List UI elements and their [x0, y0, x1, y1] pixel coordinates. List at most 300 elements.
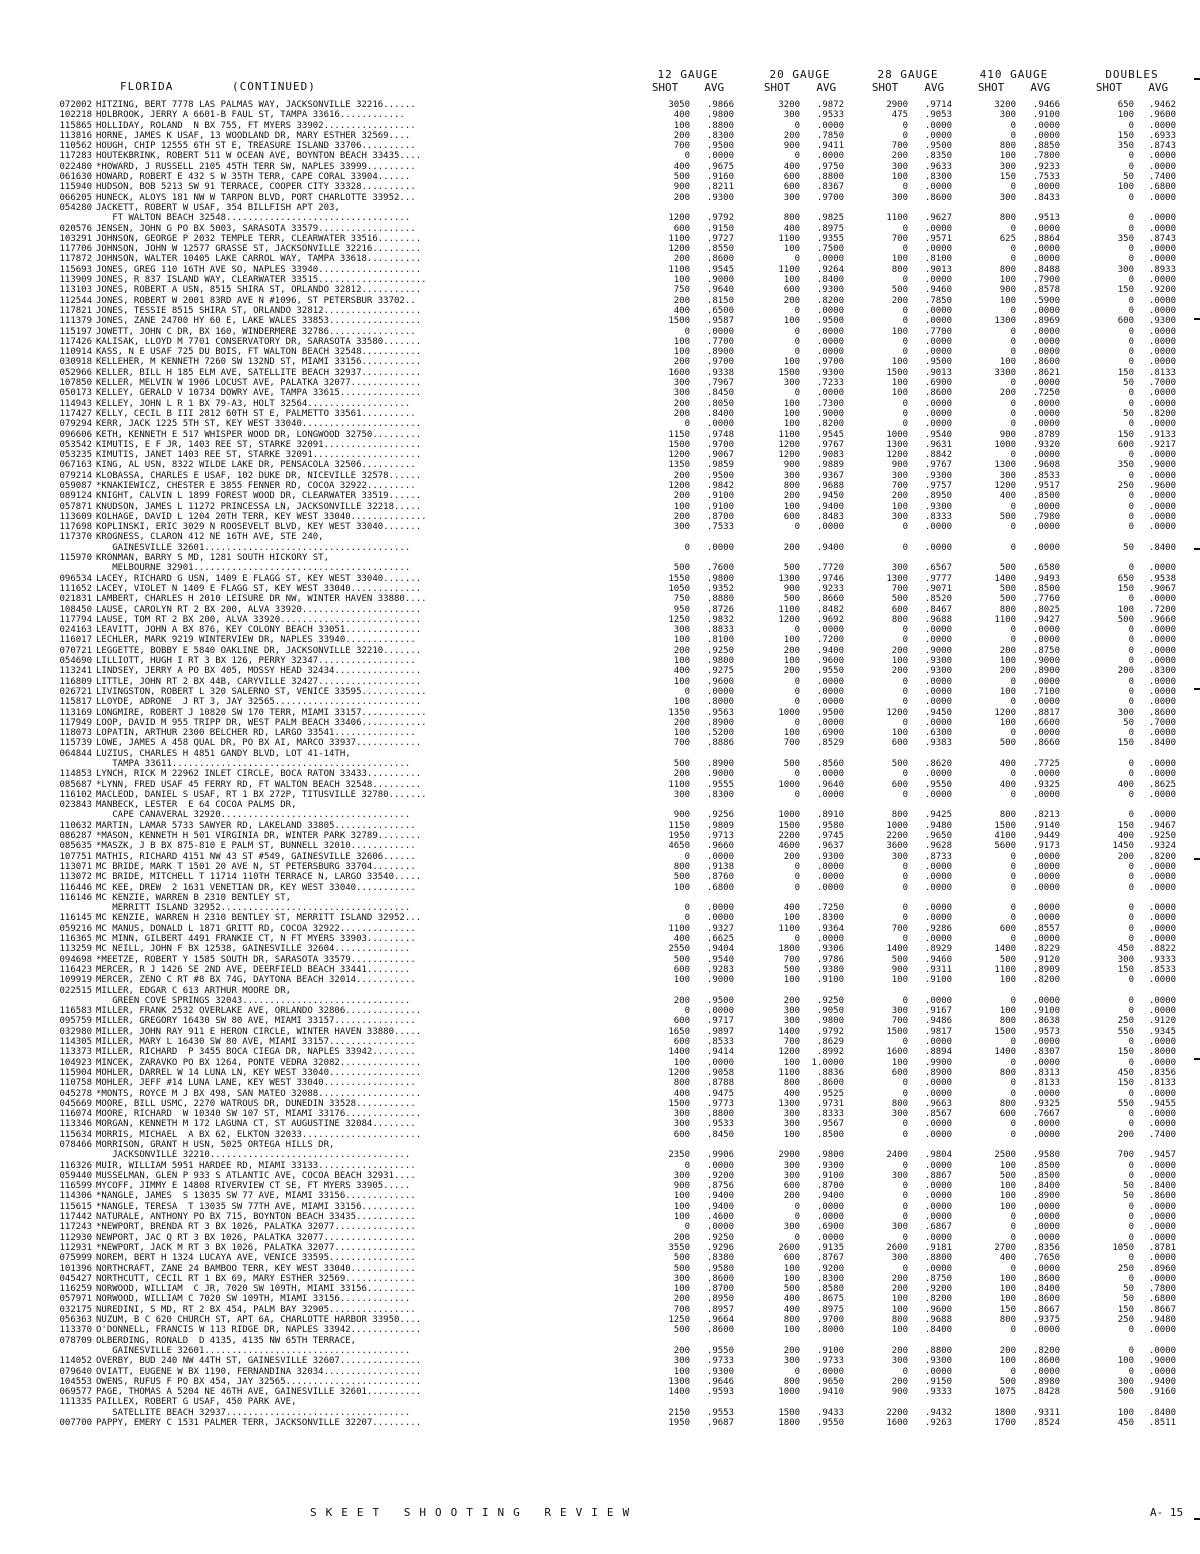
member-number: 085687	[59, 779, 92, 790]
avg-28-cell: .0000	[924, 522, 952, 533]
shot-410-cell: 0	[1010, 305, 1016, 316]
avg-doubles-cell: .0000	[1148, 1057, 1176, 1068]
shot-28-cell: 300	[891, 470, 908, 481]
avg-12-cell: .5200	[706, 728, 734, 739]
shot-20-cell: 200	[783, 995, 800, 1006]
avg-doubles-cell: .7000	[1148, 717, 1176, 728]
avg-20-cell: .9800	[816, 1016, 844, 1027]
shot-12-cell: 0	[684, 913, 690, 924]
shot-410-cell: 400	[999, 779, 1016, 790]
table-row	[0, 1222, 1200, 1232]
shot-410-cell: 3300	[994, 367, 1016, 378]
shot-410-cell: 100	[999, 1181, 1016, 1192]
shot-doubles-cell: 250	[1117, 1016, 1134, 1027]
avg-28-cell: .0000	[924, 769, 952, 780]
shot-doubles-cell: 400	[1117, 831, 1134, 842]
table-row	[0, 471, 1200, 481]
shot-20-cell: 1800	[778, 1418, 800, 1428]
shot-12-cell: 600	[673, 1129, 690, 1140]
table-row	[0, 327, 1200, 337]
member-name-address: JONES, R 837 ISLAND WAY, CLEARWATER 33515....................	[96, 275, 427, 286]
shot-20-cell: 600	[783, 285, 800, 296]
shot-410-cell: 0	[1010, 635, 1016, 646]
shot-12-cell: 500	[673, 759, 690, 769]
member-number: 075999	[59, 1253, 92, 1264]
table-row	[0, 1305, 1200, 1315]
shot-doubles-cell: 200	[1117, 1129, 1134, 1140]
avg-410-cell: .9173	[1032, 841, 1060, 852]
shot-doubles-cell: 50	[1123, 542, 1134, 553]
shot-410-cell: 625	[999, 233, 1016, 244]
shot-20-cell: 0	[794, 388, 800, 399]
avg-doubles-cell: .8133	[1148, 1078, 1176, 1089]
avg-28-cell: .0000	[924, 676, 952, 687]
member-name-address: LOWE, JAMES A 458 QUAL DR, PO BX AI, MARCO 33937............	[96, 738, 422, 749]
member-name-address: KNUDSON, JAMES L 11272 PRINCESSA LN, JACKSONVILLE 32218.....	[96, 501, 422, 512]
shot-doubles-cell: 0	[1128, 470, 1134, 481]
table-row	[0, 862, 1200, 872]
page-number: A- 15	[1150, 1506, 1184, 1519]
shot-doubles-cell: 150	[1117, 367, 1134, 378]
avg-20-cell: .9750	[816, 161, 844, 172]
member-name-address: MC NEILL, JOHN F BX 12538, GAINESVILLE 32604..............	[96, 944, 411, 955]
avg-12-cell: .8880	[706, 594, 734, 605]
shot-12-cell: 300	[673, 1170, 690, 1181]
shot-20-cell: 200	[783, 542, 800, 553]
avg-20-cell: .9306	[816, 944, 844, 955]
table-row	[0, 1325, 1200, 1335]
member-name-address: LYNCH, RICK M 22962 INLET CIRCLE, BOCA RATON 33433..........	[96, 769, 422, 780]
avg-12-cell: .9500	[706, 470, 734, 481]
shot-12-cell: 1150	[668, 820, 690, 831]
member-number: 059440	[59, 1170, 92, 1181]
avg-20-cell: .8580	[816, 1284, 844, 1295]
avg-doubles-cell: .8133	[1148, 367, 1176, 378]
shot-12-cell: 100	[673, 656, 690, 667]
shot-12-cell: 700	[673, 1304, 690, 1315]
table-row	[0, 986, 1200, 996]
state-title: FLORIDA	[120, 80, 174, 93]
avg-20-cell: .7250	[816, 903, 844, 914]
member-number: 022480	[59, 161, 92, 172]
member-number: 061630	[59, 172, 92, 183]
avg-28-cell: .9425	[924, 810, 952, 821]
shot-20-cell: 200	[783, 851, 800, 862]
avg-410-cell: .8025	[1032, 604, 1060, 615]
member-number: 116326	[59, 1160, 92, 1171]
member-name-address: LOPATIN, ARTHUR 2300 BELCHER RD, LARGO 33541...............	[96, 728, 416, 739]
shot-410-cell: 1300	[994, 316, 1016, 327]
shot-410-cell: 0	[1010, 336, 1016, 347]
shot-28-cell: 0	[902, 419, 908, 430]
shot-20-cell: 0	[794, 686, 800, 697]
member-name-address: NEWPORT, JAC Q RT 3 BX 1026, PALATKA 32077.................	[96, 1232, 416, 1243]
shot-12-cell: 0	[684, 851, 690, 862]
member-number: 053542	[59, 439, 92, 450]
shot-20-cell: 700	[783, 738, 800, 749]
avg-20-cell: .9400	[816, 542, 844, 553]
shot-12-cell: 300	[673, 625, 690, 636]
shot-20-cell: 300	[783, 1222, 800, 1233]
table-row	[0, 430, 1200, 440]
member-number: 113071	[59, 861, 92, 872]
avg-28-cell: .7850	[924, 295, 952, 306]
shot-12-cell: 100	[673, 1057, 690, 1068]
shot-20-cell: 1200	[778, 614, 800, 625]
avg-410-cell: .7100	[1032, 686, 1060, 697]
avg-410-cell: .9513	[1032, 213, 1060, 224]
member-number: 112544	[59, 295, 92, 306]
avg-20-cell: .7720	[816, 563, 844, 574]
avg-28-cell: .0000	[924, 625, 952, 636]
avg-12-cell: .9100	[706, 491, 734, 502]
shot-doubles-cell: 0	[1128, 357, 1134, 368]
avg-410-cell: .8909	[1032, 964, 1060, 975]
table-row	[0, 1408, 1200, 1418]
member-name-address: MC KEE, DREW 2 1631 VENETIAN DR, KEY WEST 33040...........	[96, 882, 416, 893]
shot-20-cell: 300	[783, 1160, 800, 1171]
shot-410-cell: 0	[1010, 450, 1016, 461]
member-number: 114853	[59, 769, 92, 780]
avg-12-cell: .8380	[706, 1253, 734, 1264]
avg-28-cell: .8567	[924, 1109, 952, 1120]
shot-12-cell: 1200	[668, 1067, 690, 1078]
avg-doubles-cell: .7800	[1148, 1284, 1176, 1295]
avg-28-cell: .9900	[924, 1057, 952, 1068]
member-number: 113346	[59, 1119, 92, 1130]
member-name-address: *KNAKIEWICZ, CHESTER E 3855 FENNER RD, COCOA 32922.........	[96, 480, 416, 491]
table-row	[0, 646, 1200, 656]
avg-20-cell: .9650	[816, 1376, 844, 1387]
shot-410-cell: 1075	[994, 1387, 1016, 1398]
member-number: 107751	[59, 851, 92, 862]
avg-410-cell: .8307	[1032, 1047, 1060, 1058]
table-row	[0, 615, 1200, 625]
shot-20-cell: 400	[783, 1088, 800, 1099]
member-number: 108450	[59, 604, 92, 615]
avg-12-cell: .9700	[706, 357, 734, 368]
avg-410-cell: .0000	[1032, 1325, 1060, 1336]
avg-28-cell: .0000	[924, 1181, 952, 1192]
shot-20-cell: 0	[794, 861, 800, 872]
shot-410-cell: 100	[999, 1160, 1016, 1171]
avg-28-cell: .9071	[924, 583, 952, 594]
avg-12-cell: .9500	[706, 141, 734, 152]
member-name-address: HORNE, JAMES K USAF, 13 WOODLAND DR, MARY ESTHER 32569....	[96, 130, 411, 141]
shot-28-cell: 100	[891, 501, 908, 512]
shot-410-cell: 100	[999, 686, 1016, 697]
shot-410-cell: 0	[1010, 1325, 1016, 1336]
avg-12-cell: .0000	[706, 913, 734, 924]
avg-28-cell: .8400	[924, 1325, 952, 1336]
member-number: 112931	[59, 1242, 92, 1253]
avg-28-cell: .9804	[924, 1150, 952, 1161]
avg-410-cell: .0000	[1032, 336, 1060, 347]
avg-doubles-cell: .0000	[1148, 861, 1176, 872]
shot-410-cell: 0	[1010, 223, 1016, 234]
member-number: 078709	[59, 1335, 92, 1346]
shot-20-cell: 1100	[778, 264, 800, 275]
shot-410-cell: 0	[1010, 398, 1016, 409]
avg-20-cell: .9637	[816, 841, 844, 852]
avg-28-cell: .0000	[924, 635, 952, 646]
avg-20-cell: .8500	[816, 1129, 844, 1140]
avg-12-cell: .9563	[706, 707, 734, 718]
member-name-address: HUNECK, ALOYS 181 NW W TARPON BLVD, PORT CHARLOTTE 33952...	[96, 192, 416, 203]
member-number: 114305	[59, 1037, 92, 1048]
avg-12-cell: .8700	[706, 1284, 734, 1295]
member-name-address: MILLER, EDGAR C 613 ARTHUR MOORE DR,	[96, 985, 292, 996]
shot-12-cell: 1100	[668, 923, 690, 934]
member-name-address: NATURALE, ANTHONY PO BX 715, BOYNTON BEACH 33435...........	[96, 1212, 416, 1223]
avg-20-cell: .9400	[816, 501, 844, 512]
table-row	[0, 491, 1200, 501]
shot-28-cell: 0	[902, 934, 908, 945]
shot-doubles-cell: 0	[1128, 161, 1134, 172]
avg-28-cell: .9167	[924, 1006, 952, 1017]
avg-410-cell: .8500	[1032, 583, 1060, 594]
avg-doubles-cell: .0000	[1148, 275, 1176, 286]
shot-28-cell: 300	[891, 1006, 908, 1017]
shot-doubles-cell: 0	[1128, 975, 1134, 986]
shot-28-cell: 0	[902, 275, 908, 286]
shot-doubles-cell: 50	[1123, 408, 1134, 419]
avg-410-cell: .0000	[1032, 378, 1060, 389]
shot-28-cell: 0	[902, 861, 908, 872]
avg-20-cell: .9100	[816, 1345, 844, 1356]
avg-410-cell: .9375	[1032, 1315, 1060, 1326]
shot-12-cell: 600	[673, 223, 690, 234]
shot-28-cell: 500	[891, 285, 908, 296]
avg-28-cell: .0000	[924, 1366, 952, 1377]
shot-28-cell: 200	[891, 1376, 908, 1387]
shot-28-cell: 1600	[886, 1047, 908, 1058]
avg-28-cell: .8600	[924, 388, 952, 399]
avg-410-cell: .8229	[1032, 944, 1060, 955]
shot-12-cell: 1200	[668, 244, 690, 255]
shot-12-cell: 100	[673, 120, 690, 131]
avg-28-cell: .8750	[924, 1273, 952, 1284]
shot-12-cell: 1500	[668, 439, 690, 450]
member-number: 045427	[59, 1273, 92, 1284]
shot-20-cell: 0	[794, 1201, 800, 1212]
avg-doubles-cell: .8960	[1148, 1263, 1176, 1274]
avg-20-cell: .9731	[816, 1098, 844, 1109]
avg-410-cell: .0000	[1032, 934, 1060, 945]
avg-doubles-cell: .0000	[1148, 120, 1176, 131]
shot-doubles-cell: 0	[1128, 995, 1134, 1006]
shot-20-cell: 500	[783, 563, 800, 574]
table-row	[0, 780, 1200, 790]
avg-20-cell: .8629	[816, 1037, 844, 1048]
shot-20-cell: 200	[783, 1345, 800, 1356]
shot-doubles-cell: 0	[1128, 305, 1134, 316]
avg-label: AVG	[704, 81, 725, 94]
avg-28-cell: .0000	[924, 882, 952, 893]
shot-20-cell: 700	[783, 954, 800, 965]
member-name-address: KING, AL USN, 8322 WILDE LAKE DR, PENSACOLA 32506..........	[96, 460, 416, 471]
shot-28-cell: 300	[891, 192, 908, 203]
avg-410-cell: .8638	[1032, 1016, 1060, 1027]
table-row	[0, 831, 1200, 841]
table-row	[0, 254, 1200, 264]
avg-410-cell: .9100	[1032, 1006, 1060, 1017]
shot-20-cell: 0	[794, 1366, 800, 1377]
shot-doubles-cell: 0	[1128, 491, 1134, 502]
avg-12-cell: .9400	[706, 1201, 734, 1212]
table-row	[0, 265, 1200, 275]
member-name-address: NORTHCUTT, CECIL RT 1 BX 69, MARY ESTHER 32569.............	[96, 1273, 416, 1284]
shot-doubles-cell: 0	[1128, 1201, 1134, 1212]
avg-12-cell: .9338	[706, 367, 734, 378]
shot-20-cell: 0	[794, 676, 800, 687]
avg-doubles-cell: .0000	[1148, 1170, 1176, 1181]
avg-28-cell: .9817	[924, 1026, 952, 1037]
shot-28-cell: 0	[902, 1191, 908, 1202]
shot-410-cell: 0	[1010, 1263, 1016, 1274]
shot-28-cell: 200	[891, 151, 908, 162]
member-name-address: OVERBY, BUD 240 NW 44TH ST, GAINESVILLE 32607...............	[96, 1356, 422, 1367]
table-row	[0, 460, 1200, 470]
shot-20-cell: 800	[783, 1376, 800, 1387]
avg-doubles-cell: .9200	[1148, 285, 1176, 296]
avg-doubles-cell: .9600	[1148, 480, 1176, 491]
avg-12-cell: .0000	[706, 542, 734, 553]
table-row	[0, 1119, 1200, 1129]
shot-doubles-cell: 0	[1128, 1088, 1134, 1099]
shot-410-cell: 100	[999, 295, 1016, 306]
avg-410-cell: .7760	[1032, 594, 1060, 605]
avg-28-cell: .9688	[924, 614, 952, 625]
shot-doubles-cell: 0	[1128, 501, 1134, 512]
avg-12-cell: .8400	[706, 408, 734, 419]
shot-doubles-cell: 0	[1128, 275, 1134, 286]
shot-410-cell: 100	[999, 1273, 1016, 1284]
avg-doubles-cell: .0000	[1148, 1088, 1176, 1099]
shot-28-cell: 200	[891, 666, 908, 677]
member-name-address: MYCOFF, JIMMY E 14808 RIVERVIEW CT SE, FT MYERS 33905.....	[96, 1181, 411, 1192]
avg-410-cell: .8533	[1032, 470, 1060, 481]
avg-20-cell: .9550	[816, 666, 844, 677]
avg-20-cell: .0000	[816, 347, 844, 358]
member-name-address: NORWOOD, WILLIAM C JR, 7020 SW 109TH, MIAMI 33156.........	[96, 1284, 416, 1295]
shot-410-cell: 200	[999, 645, 1016, 656]
member-name-address: KELLY, CECIL B III 2812 60TH ST E, PALMETTO 33561..........	[96, 408, 416, 419]
shot-20-cell: 800	[783, 1315, 800, 1326]
shot-doubles-cell: 100	[1117, 110, 1134, 121]
avg-410-cell: .8750	[1032, 645, 1060, 656]
shot-28-cell: 100	[891, 1057, 908, 1068]
shot-12-cell: 400	[673, 305, 690, 316]
avg-410-cell: .8667	[1032, 1304, 1060, 1315]
avg-20-cell: .8975	[816, 1304, 844, 1315]
avg-12-cell: .8886	[706, 738, 734, 749]
shot-28-cell: 200	[891, 1273, 908, 1284]
avg-410-cell: .9233	[1032, 161, 1060, 172]
table-row	[0, 244, 1200, 254]
avg-12-cell: .8600	[706, 1325, 734, 1336]
table-row	[0, 872, 1200, 882]
shot-410-cell: 5600	[994, 841, 1016, 852]
avg-12-cell: .9400	[706, 1191, 734, 1202]
table-row	[0, 913, 1200, 923]
member-name-address: MC KENZIE, WARREN H 2310 BENTLEY ST, MERRITT ISLAND 32952...	[96, 913, 422, 924]
member-name-address: JOHNSON, WALTER 10405 LAKE CARROL WAY, TAMPA 33618..........	[96, 254, 422, 265]
avg-doubles-cell: .0000	[1148, 501, 1176, 512]
avg-doubles-cell: .0000	[1148, 594, 1176, 605]
avg-410-cell: .8600	[1032, 357, 1060, 368]
avg-doubles-cell: .0000	[1148, 450, 1176, 461]
table-row	[0, 399, 1200, 409]
avg-28-cell: .8950	[924, 491, 952, 502]
shot-12-cell: 1100	[668, 779, 690, 790]
shot-doubles-cell: 350	[1117, 233, 1134, 244]
member-number: 050173	[59, 388, 92, 399]
shot-12-cell: 1400	[668, 1047, 690, 1058]
avg-20-cell: .9545	[816, 429, 844, 440]
shot-410-cell: 1200	[994, 480, 1016, 491]
avg-410-cell: .5900	[1032, 295, 1060, 306]
avg-28-cell: .0000	[924, 1129, 952, 1140]
shot-20-cell: 1500	[778, 820, 800, 831]
avg-28-cell: .7700	[924, 326, 952, 337]
avg-20-cell: .9700	[816, 1315, 844, 1326]
avg-410-cell: .0000	[1032, 625, 1060, 636]
avg-doubles-cell: .0000	[1148, 1273, 1176, 1284]
shot-doubles-cell: 0	[1128, 347, 1134, 358]
avg-doubles-cell: .0000	[1148, 872, 1176, 883]
shot-20-cell: 1500	[778, 367, 800, 378]
table-row	[0, 1027, 1200, 1037]
shot-12-cell: 0	[684, 326, 690, 337]
shot-20-cell: 300	[783, 1016, 800, 1027]
avg-doubles-cell: .0000	[1148, 419, 1176, 430]
shot-20-cell: 1000	[778, 779, 800, 790]
shot-28-cell: 800	[891, 264, 908, 275]
member-name-address: KETH, KENNETH E 517 WHISPER WOOD DR, LONGWOOD 32750.........	[96, 429, 422, 440]
shot-410-cell: 300	[999, 470, 1016, 481]
shot-20-cell: 700	[783, 1037, 800, 1048]
shot-28-cell: 0	[902, 1078, 908, 1089]
avg-20-cell: .9300	[816, 285, 844, 296]
table-row	[0, 1212, 1200, 1222]
shot-410-cell: 900	[999, 429, 1016, 440]
shot-12-cell: 100	[673, 697, 690, 708]
avg-12-cell: .0000	[706, 1160, 734, 1171]
avg-doubles-cell: .0000	[1148, 398, 1176, 409]
shot-410-cell: 100	[999, 975, 1016, 986]
table-row	[0, 790, 1200, 800]
avg-20-cell: .7500	[816, 244, 844, 255]
avg-28-cell: .0000	[924, 1088, 952, 1099]
avg-410-cell: .9466	[1032, 100, 1060, 110]
shot-28-cell: 0	[902, 1181, 908, 1192]
shot-20-cell: 300	[783, 1119, 800, 1130]
shot-20-cell: 0	[794, 697, 800, 708]
member-name-address: LACEY, VIOLET N 1409 E FLAGG ST, KEY WEST 33040.............	[96, 583, 422, 594]
avg-20-cell: .8836	[816, 1067, 844, 1078]
avg-28-cell: .9486	[924, 1016, 952, 1027]
shot-20-cell: 1300	[778, 573, 800, 584]
shot-12-cell: 200	[673, 254, 690, 265]
shot-410-cell: 800	[999, 604, 1016, 615]
shot-28-cell: 100	[891, 656, 908, 667]
shot-20-cell: 400	[783, 903, 800, 914]
shot-410-cell: 600	[999, 923, 1016, 934]
table-row	[0, 1315, 1200, 1325]
avg-20-cell: .7233	[816, 378, 844, 389]
member-name-address: MELBOURNE 32901........................................	[96, 563, 411, 574]
